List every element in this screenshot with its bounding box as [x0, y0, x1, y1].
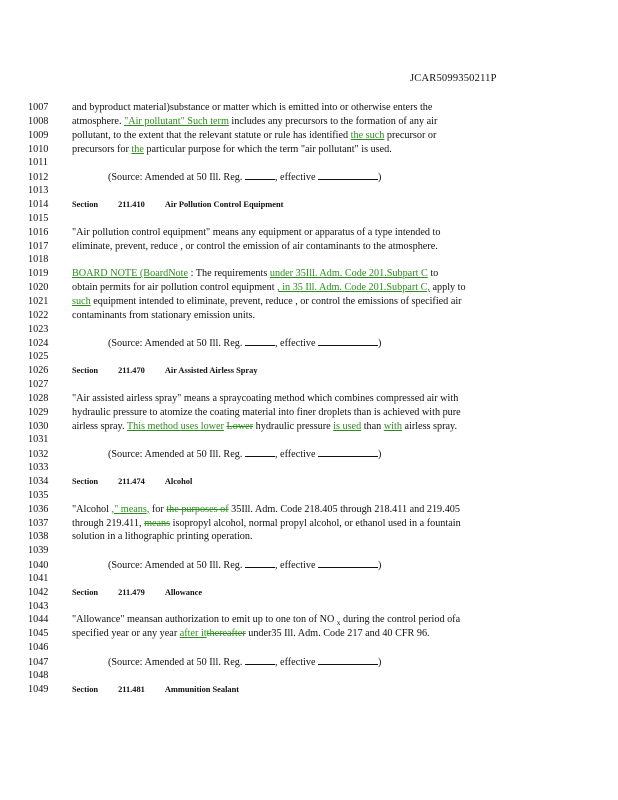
line-number: 1015	[28, 212, 49, 224]
line-number: 1014	[28, 198, 49, 210]
line-number: 1041	[28, 572, 49, 584]
line-number: 1016	[28, 226, 49, 238]
line-number: 1007	[28, 102, 49, 113]
line-1023	[28, 323, 588, 337]
line-1044	[28, 613, 588, 627]
line-1029	[28, 406, 588, 420]
line-number: 1020	[28, 282, 49, 294]
line-number: 1017	[28, 240, 49, 252]
line-1020	[28, 281, 588, 295]
line-text: specified year or any year after itthereafter under35 Ill. Adm. Code 217 and 40 CFR 96.	[72, 628, 430, 640]
line-1012	[28, 170, 588, 184]
line-number: 1045	[28, 628, 49, 640]
line-number: 1038	[28, 531, 49, 543]
line-1030	[28, 420, 588, 434]
line-number: 1042	[28, 586, 49, 598]
line-1018	[28, 253, 588, 267]
line-number: 1018	[28, 254, 49, 266]
line-number: 1031	[28, 434, 49, 446]
line-number: 1027	[28, 379, 49, 390]
line-1048	[28, 669, 588, 683]
line-number: 1010	[28, 143, 49, 155]
line-number: 1022	[28, 309, 49, 321]
line-1046	[28, 641, 588, 655]
line-number: 1024	[28, 338, 49, 350]
line-text: solution in a lithographic printing operation.	[72, 531, 253, 543]
line-number: 1029	[28, 406, 49, 418]
line-1025	[28, 350, 588, 364]
line-1032	[28, 447, 588, 461]
line-1013	[28, 184, 588, 198]
line-text: airless spray. This method uses lower Lower hydraulic pressure is used than with airless spray.	[72, 420, 458, 432]
line-text: "Alcohol ," means, for the purposes of 35Ill. Adm. Code 218.405 through 218.411 and 219.405	[72, 503, 460, 515]
line-1019	[28, 267, 588, 281]
line-text: obtain permits for air pollution control equipment , in 35 Ill. Adm. Code 201.Subpart C, apply to	[72, 282, 466, 294]
line-number: 1032	[28, 449, 49, 461]
line-1031	[28, 433, 588, 447]
line-1035	[28, 489, 588, 503]
line-1009	[28, 129, 588, 143]
line-number: 1049	[28, 683, 49, 695]
line-1047	[28, 655, 588, 669]
source-note: (Source: Amended at 50 Ill. Reg. , effective )	[108, 172, 382, 184]
line-text: hydraulic pressure to atomize the coating material into finer droplets than is achieved with pure	[72, 406, 461, 418]
line-1017	[28, 240, 588, 254]
line-number: 1046	[28, 642, 49, 654]
line-text: atmosphere. "Air pollutant" Such term includes any precursors to the formation of any air	[72, 115, 438, 127]
line-number: 1035	[28, 489, 49, 501]
line-text: BOARD NOTE (BoardNote : The requirements under 35Ill. Adm. Code 201.Subpart C to	[72, 268, 439, 280]
line-number: 1011	[28, 157, 48, 169]
line-text: contaminants from stationary emission units.	[72, 309, 256, 321]
section-heading: Section 211.479 Allowance	[72, 587, 203, 597]
line-1049	[28, 683, 588, 697]
source-note: (Source: Amended at 50 Ill. Reg. , effective )	[108, 657, 382, 668]
line-number: 1021	[28, 295, 49, 307]
line-1027	[28, 378, 588, 392]
line-1010	[28, 143, 588, 157]
line-number: 1037	[28, 517, 49, 529]
line-text: "Air pollution control equipment" means any equipment or apparatus of a type intended to	[72, 226, 441, 238]
line-text: through 219.411, means isopropyl alcohol, normal propyl alcohol, or ethanol used in a fountain	[72, 517, 461, 529]
document-id: JCAR5099350211P	[410, 73, 497, 84]
source-note: (Source: Amended at 50 Ill. Reg. , effective )	[108, 560, 382, 572]
line-1008	[28, 115, 588, 129]
line-1036	[28, 503, 588, 517]
line-number: 1033	[28, 462, 49, 474]
line-1007	[28, 101, 588, 115]
line-1028	[28, 392, 588, 406]
line-number: 1028	[28, 392, 49, 404]
line-text: pollutant, to the extent that the relevant statute or rule has identified the such precursor or	[72, 129, 437, 141]
line-number: 1043	[28, 600, 49, 612]
line-number: 1012	[28, 172, 49, 184]
line-text: eliminate, prevent, reduce , or control the emission of air contaminants to the atmosphere.	[72, 240, 438, 252]
section-heading: Section 211.410 Air Pollution Control Equipment	[72, 199, 284, 209]
line-number: 1036	[28, 503, 49, 515]
section-heading: Section 211.470 Air Assisted Airless Spray	[72, 366, 258, 376]
line-number: 1048	[28, 669, 49, 681]
line-number: 1019	[28, 268, 49, 280]
line-text: such equipment intended to eliminate, prevent, reduce , or control the emissions of specified air	[72, 295, 462, 307]
line-number: 1023	[28, 323, 49, 335]
line-1038	[28, 530, 588, 544]
line-1026	[28, 364, 588, 378]
line-number: 1047	[28, 657, 49, 668]
section-heading: Section 211.481 Ammunition Sealant	[72, 684, 240, 694]
line-number: 1030	[28, 420, 49, 432]
line-1022	[28, 309, 588, 323]
line-1040	[28, 558, 588, 572]
line-1043	[28, 600, 588, 614]
source-note: (Source: Amended at 50 Ill. Reg. , effective )	[108, 338, 382, 350]
line-number: 1044	[28, 614, 49, 626]
line-number: 1025	[28, 351, 49, 363]
line-1014	[28, 198, 588, 212]
line-number: 1013	[28, 185, 49, 197]
line-1024	[28, 336, 588, 350]
line-1041	[28, 572, 588, 586]
section-heading: Section 211.474 Alcohol	[72, 476, 193, 486]
line-1015	[28, 212, 588, 226]
line-1042	[28, 586, 588, 600]
line-1037	[28, 517, 588, 531]
line-1045	[28, 627, 588, 641]
line-1011	[28, 156, 588, 170]
line-text: precursors for the particular purpose for which the term "air pollutant" is used.	[72, 143, 392, 155]
line-text: and byproduct material)substance or matter which is emitted into or otherwise enters the	[72, 102, 433, 113]
source-note: (Source: Amended at 50 Ill. Reg. , effective )	[108, 449, 382, 461]
line-1033	[28, 461, 588, 475]
line-1034	[28, 475, 588, 489]
line-1016	[28, 226, 588, 240]
line-number: 1039	[28, 545, 49, 557]
line-1039	[28, 544, 588, 558]
line-number: 1026	[28, 365, 49, 377]
line-text: "Allowance" meansan authorization to emit up to one ton of NO $_x$ during the control period ofa	[72, 614, 461, 628]
line-text: "Air assisted airless spray" means a spraycoating method which combines compressed air with	[72, 392, 459, 404]
line-1021	[28, 295, 588, 309]
line-number: 1034	[28, 475, 49, 487]
line-number: 1009	[28, 129, 49, 141]
line-number: 1008	[28, 115, 49, 127]
line-number: 1040	[28, 560, 49, 572]
